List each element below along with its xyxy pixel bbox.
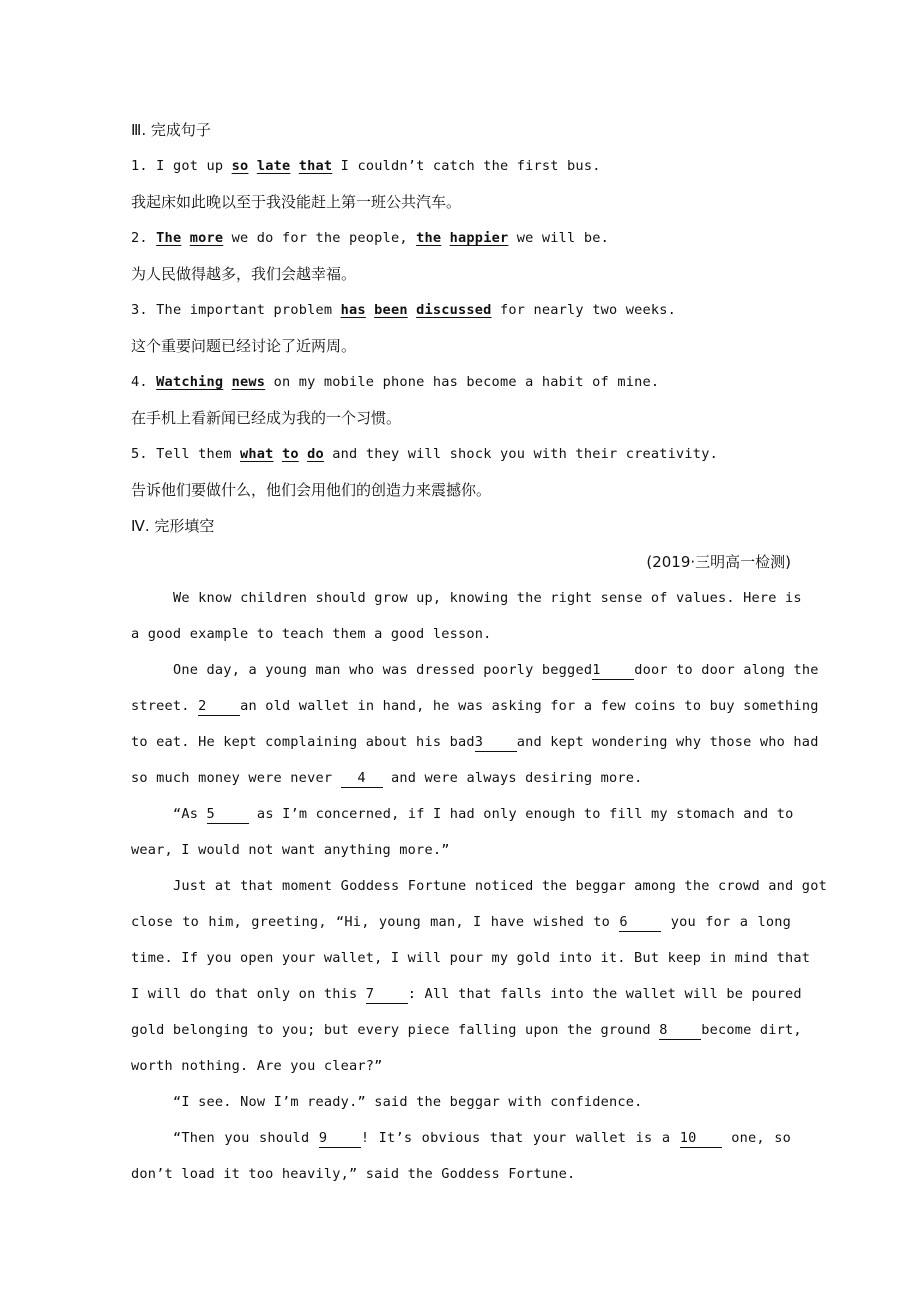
sentence-number: 1. [131, 158, 148, 174]
cloze-passage [131, 580, 827, 1192]
passage-line [131, 832, 791, 868]
passage-text: to eat. He kept complaining about his bad [131, 734, 475, 750]
passage-line [131, 1012, 802, 1048]
answer-word: so [231, 158, 249, 174]
sentence-text [299, 446, 307, 462]
passage-text: close to him, greeting, “Hi, young man, I have wished to [131, 914, 620, 930]
answer-word: to [281, 446, 299, 462]
passage-line [131, 1120, 791, 1156]
sentence-chinese: 告诉他们要做什么，他们会用他们的创造力来震撼你。 [131, 481, 492, 499]
sentence-chinese: 为人民做得越多，我们会越幸福。 [131, 265, 357, 283]
answer-word: the [416, 230, 442, 246]
passage-text: street. [131, 698, 199, 714]
answer-word: been [374, 302, 408, 318]
cloze-blank[interactable]: 5 [207, 805, 249, 824]
sentence-english [131, 436, 791, 472]
sentence-text [248, 158, 256, 174]
sentence-chinese: 我起床如此晚以至于我没能赶上第一班公共汽车。 [131, 193, 462, 211]
answer-word: The [156, 230, 182, 246]
sentence-english [131, 220, 791, 256]
passage-line [131, 868, 827, 904]
cloze-blank[interactable]: 3 [475, 733, 517, 752]
passage-text: ! It’s obvious that your wallet is a [360, 1130, 680, 1146]
passage-line [131, 904, 791, 940]
passage-line [131, 940, 811, 976]
passage-text: “As [173, 806, 207, 822]
passage-text: so much money were never [131, 770, 341, 786]
cloze-blank[interactable]: 1 [592, 661, 634, 680]
sentence-chinese: 在手机上看新闻已经成为我的一个习惯。 [131, 409, 402, 427]
document-page [131, 112, 827, 1192]
passage-line [131, 616, 791, 652]
sentence-text [366, 302, 374, 318]
sentence-number: 2. [131, 230, 148, 246]
section-3-title: Ⅲ. 完成句子 [131, 121, 211, 139]
passage-text: : All that falls into the wallet will be poured [407, 986, 802, 1002]
sentence-number: 4. [131, 374, 148, 390]
sentence-text [408, 302, 416, 318]
passage-text: “Then you should [173, 1130, 319, 1146]
passage-text: worth nothing. Are you clear?” [131, 1058, 383, 1074]
sentence-text: I couldn’t catch the first bus. [332, 158, 601, 174]
passage-text: “I see. Now I’m ready.” said the beggar with confidence. [173, 1094, 643, 1110]
passage-line [131, 1084, 791, 1120]
answer-word: discussed [416, 302, 492, 318]
cloze-blank[interactable]: 6 [619, 913, 661, 932]
passage-text: an old wallet in hand, he was asking for a few coins to buy something [240, 698, 819, 714]
passage-text: and were always desiring more. [382, 770, 643, 786]
passage-line [131, 1156, 791, 1192]
sentence-english [131, 292, 791, 328]
answer-word: late [256, 158, 291, 174]
answer-word: news [231, 374, 266, 390]
cloze-blank[interactable]: 7 [366, 985, 408, 1004]
passage-line [131, 724, 819, 760]
sentence-text: I got up [156, 158, 232, 174]
sentence-text: we do for the people, [223, 230, 417, 246]
passage-text: We know children should grow up, knowing the right sense of values. Here is [173, 590, 802, 606]
passage-text: and kept wondering why those who had [516, 734, 819, 750]
passage-text: don’t load it too heavily,” said the Goddess Fortune. [131, 1166, 576, 1182]
passage-line [131, 688, 819, 724]
passage-line [131, 580, 802, 616]
answer-word: more [189, 230, 224, 246]
sentence-text: and they will shock you with their creativity. [323, 446, 718, 462]
passage-source: (2019·三明高一检测) [646, 553, 791, 571]
passage-text: time. If you open your wallet, I will pour my gold into it. But keep in mind that [131, 950, 811, 966]
passage-line [131, 976, 802, 1012]
sentence-english [131, 364, 791, 400]
passage-text: as I’m concerned, if I had only enough to fill my stomach and to [248, 806, 794, 822]
passage-text: one, so [721, 1130, 792, 1146]
answer-word: that [298, 158, 333, 174]
sentence-text [274, 446, 282, 462]
cloze-blank[interactable]: 9 [319, 1129, 361, 1148]
sentence-text [441, 230, 449, 246]
answer-word: has [340, 302, 366, 318]
sentence-chinese: 这个重要问题已经讨论了近两周。 [131, 337, 357, 355]
cloze-blank[interactable]: 4 [341, 769, 383, 788]
sentence-number: 3. [131, 302, 148, 318]
sentence-text [290, 158, 298, 174]
sentence-text: for nearly two weeks. [491, 302, 677, 318]
passage-text: One day, a young man who was dressed poorly begged [173, 662, 593, 678]
passage-text: a good example to teach them a good lesson. [131, 626, 492, 642]
sentence-text [223, 374, 231, 390]
passage-text: I will do that only on this [131, 986, 366, 1002]
sentence-text: we will be. [508, 230, 609, 246]
passage-text: become dirt, [701, 1022, 802, 1038]
cloze-blank[interactable]: 8 [659, 1021, 701, 1040]
passage-line [131, 796, 794, 832]
passage-line [131, 652, 819, 688]
passage-text: you for a long [661, 914, 791, 930]
answer-word: do [307, 446, 324, 462]
answer-word: Watching [156, 374, 224, 390]
sentence-text: The important problem [156, 302, 341, 318]
sentence-text: on my mobile phone has become a habit of mine. [265, 374, 660, 390]
passage-text: gold belonging to you; but every piece falling upon the ground [131, 1022, 660, 1038]
passage-text: wear, I would not want anything more.” [131, 842, 450, 858]
section-3-items [131, 148, 791, 508]
sentence-text: Tell them [156, 446, 241, 462]
cloze-blank[interactable]: 10 [680, 1129, 722, 1148]
sentence-number: 5. [131, 446, 148, 462]
sentence-text [181, 230, 189, 246]
cloze-blank[interactable]: 2 [198, 697, 240, 716]
passage-line [131, 1048, 791, 1084]
passage-text: Just at that moment Goddess Fortune noticed the beggar among the crowd and got [173, 878, 827, 894]
sentence-english [131, 148, 791, 184]
answer-word: what [240, 446, 274, 462]
section-4-title: Ⅳ. 完形填空 [131, 517, 215, 535]
passage-text: door to door along the [634, 662, 819, 678]
passage-line [131, 760, 791, 796]
answer-word: happier [449, 230, 509, 246]
